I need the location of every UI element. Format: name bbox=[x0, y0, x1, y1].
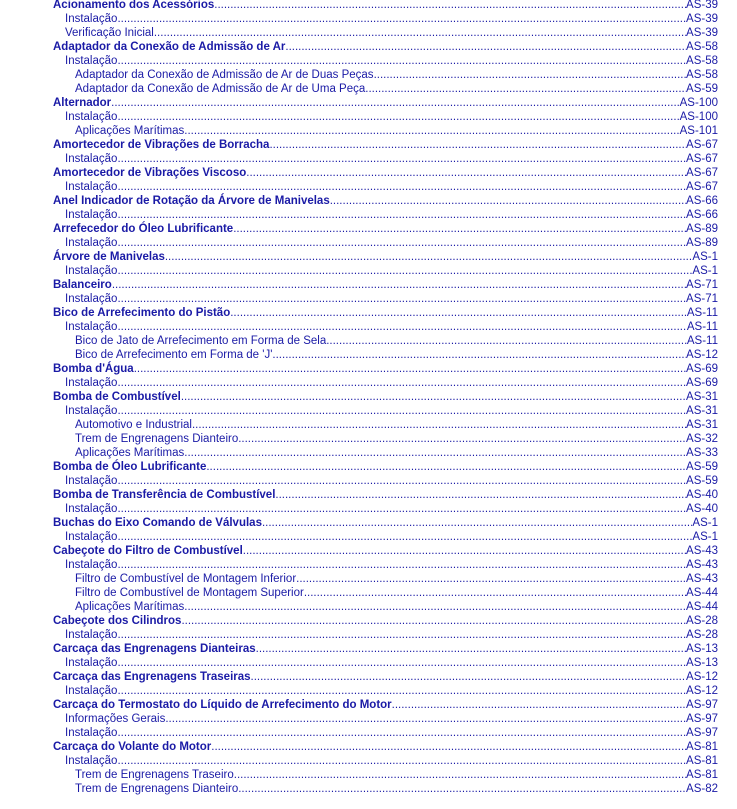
toc-entry-title: Anel Indicador de Rotação da Árvore de Manivelas bbox=[53, 195, 330, 207]
toc-entry-title: Bomba de Óleo Lubrificante bbox=[53, 461, 207, 473]
toc-section-link[interactable] bbox=[0, 138, 737, 152]
toc-section-link[interactable] bbox=[0, 40, 737, 54]
toc-subsection-link[interactable] bbox=[0, 292, 737, 306]
toc-subsection-link[interactable] bbox=[0, 726, 737, 740]
toc-page-number: AS-43 bbox=[686, 559, 718, 571]
dot-leader bbox=[330, 194, 686, 208]
toc-section-link[interactable] bbox=[0, 278, 737, 292]
toc-page-number: AS-1 bbox=[692, 265, 718, 277]
toc-page-number: AS-40 bbox=[686, 489, 718, 501]
toc-page-number: AS-89 bbox=[686, 223, 718, 235]
toc-entry-title: Trem de Engrenagens Traseiro bbox=[75, 769, 234, 781]
toc-entry-title: Instalação bbox=[65, 153, 118, 165]
toc-section-link[interactable] bbox=[0, 166, 737, 180]
toc-page-number: AS-66 bbox=[686, 209, 718, 221]
toc-subsection-link[interactable] bbox=[0, 558, 737, 572]
toc-page-number: AS-67 bbox=[686, 167, 718, 179]
dot-leader bbox=[184, 124, 679, 138]
dot-leader bbox=[230, 306, 687, 320]
toc-entry-title: Trem de Engrenagens Dianteiro bbox=[75, 783, 239, 795]
toc-page-number: AS-100 bbox=[679, 111, 718, 123]
toc-page-number: AS-28 bbox=[686, 629, 718, 641]
toc-page-number: AS-81 bbox=[686, 755, 718, 767]
toc-entry-title: Trem de Engrenagens Dianteiro bbox=[75, 433, 239, 445]
toc-section-link[interactable] bbox=[0, 516, 737, 530]
toc-subsubsection-link[interactable] bbox=[0, 782, 737, 796]
dot-leader bbox=[211, 740, 686, 754]
toc-page-number: AS-43 bbox=[686, 573, 718, 585]
dot-leader bbox=[285, 40, 686, 54]
toc-subsubsection-link[interactable] bbox=[0, 432, 737, 446]
dot-leader bbox=[117, 320, 686, 334]
toc-entry-title: Árvore de Manivelas bbox=[53, 251, 165, 263]
toc-subsection-link[interactable] bbox=[0, 26, 737, 40]
toc-section-link[interactable] bbox=[0, 362, 737, 376]
dot-leader bbox=[269, 138, 686, 152]
toc-entry-title: Instalação bbox=[65, 755, 118, 767]
toc-page-number: AS-13 bbox=[686, 643, 718, 655]
dot-leader bbox=[117, 684, 686, 698]
dot-leader bbox=[262, 516, 692, 530]
toc-page-number: AS-97 bbox=[686, 727, 718, 739]
toc-entry-title: Adaptador da Conexão de Admissão de Ar de Duas Peças bbox=[75, 69, 374, 81]
toc-page-number: AS-1 bbox=[692, 251, 718, 263]
toc-section-link[interactable] bbox=[0, 222, 737, 236]
dot-leader bbox=[238, 432, 686, 446]
dot-leader bbox=[243, 544, 686, 558]
toc-entry-title: Bomba de Combustível bbox=[53, 391, 181, 403]
toc-entry-title: Instalação bbox=[65, 55, 118, 67]
dot-leader bbox=[392, 698, 686, 712]
toc-entry-title: Cabeçote do Filtro de Combustível bbox=[53, 545, 243, 557]
toc-entry-title: Bomba d'Água bbox=[53, 363, 134, 375]
toc-subsection-link[interactable] bbox=[0, 12, 737, 26]
toc-page-number: AS-31 bbox=[686, 391, 718, 403]
toc-section-link[interactable] bbox=[0, 194, 737, 208]
toc-entry-title: Cabeçote dos Cilindros bbox=[53, 615, 182, 627]
toc-page-number: AS-28 bbox=[686, 615, 718, 627]
toc-page-number: AS-12 bbox=[686, 349, 718, 361]
toc-page-number: AS-81 bbox=[686, 769, 718, 781]
toc-entry-title: Alternador bbox=[53, 97, 112, 109]
toc-section-link[interactable] bbox=[0, 306, 737, 320]
dot-leader bbox=[214, 0, 686, 12]
toc-page-number: AS-12 bbox=[686, 685, 718, 697]
toc-entry-title: Instalação bbox=[65, 629, 118, 641]
dot-leader bbox=[117, 530, 692, 544]
dot-leader bbox=[117, 264, 692, 278]
toc-entry-title: Verificação Inicial bbox=[65, 27, 154, 39]
toc-page-number: AS-11 bbox=[686, 321, 718, 333]
toc-subsubsection-link[interactable] bbox=[0, 600, 737, 614]
toc-subsection-link[interactable] bbox=[0, 236, 737, 250]
toc-entry-title: Carcaça do Volante do Motor bbox=[53, 741, 212, 753]
toc-entry-title: Bico de Jato de Arrefecimento em Forma de Sela bbox=[75, 335, 327, 347]
dot-leader bbox=[184, 600, 686, 614]
toc-entry-title: Filtro de Combustível de Montagem Superior bbox=[75, 587, 304, 599]
toc-page-number: AS-59 bbox=[686, 461, 718, 473]
toc-subsubsection-link[interactable] bbox=[0, 348, 737, 362]
toc-subsection-link[interactable] bbox=[0, 110, 737, 124]
dot-leader bbox=[256, 642, 686, 656]
toc-entry-title: Instalação bbox=[65, 13, 118, 25]
dot-leader bbox=[117, 208, 686, 222]
dot-leader bbox=[234, 768, 686, 782]
toc-page-number: AS-58 bbox=[686, 69, 718, 81]
toc-entry-title: Adaptador da Conexão de Admissão de Ar bbox=[53, 41, 286, 53]
toc-page-number: AS-100 bbox=[679, 97, 718, 109]
toc-entry-title: Carcaça do Termostato do Líquido de Arrefecimento do Motor bbox=[53, 699, 392, 711]
toc-entry-title: Arrefecedor do Óleo Lubrificante bbox=[53, 223, 234, 235]
dot-leader bbox=[117, 12, 686, 26]
toc-page-number: AS-44 bbox=[686, 601, 718, 613]
toc-subsubsection-link[interactable] bbox=[0, 586, 737, 600]
toc-subsubsection-link[interactable] bbox=[0, 418, 737, 432]
dot-leader bbox=[112, 278, 686, 292]
toc-subsection-link[interactable] bbox=[0, 54, 737, 68]
toc-page-number: AS-32 bbox=[686, 433, 718, 445]
dot-leader bbox=[117, 54, 686, 68]
toc-section-link[interactable] bbox=[0, 614, 737, 628]
dot-leader bbox=[238, 782, 686, 796]
toc-page-number: AS-31 bbox=[686, 419, 718, 431]
dot-leader bbox=[272, 348, 686, 362]
toc-section-link[interactable] bbox=[0, 670, 737, 684]
toc-entry-title: Instalação bbox=[65, 181, 118, 193]
toc-section-link[interactable] bbox=[0, 642, 737, 656]
dot-leader bbox=[117, 628, 686, 642]
toc-page-number: AS-13 bbox=[686, 657, 718, 669]
dot-leader bbox=[117, 726, 686, 740]
toc-entry-title: Carcaça das Engrenagens Dianteiras bbox=[53, 643, 256, 655]
toc-entry-title: Instalação bbox=[65, 657, 118, 669]
toc-subsection-link[interactable] bbox=[0, 320, 737, 334]
dot-leader bbox=[165, 250, 693, 264]
dot-leader bbox=[117, 152, 686, 166]
toc-entry-title: Bico de Arrefecimento do Pistão bbox=[53, 307, 231, 319]
dot-leader bbox=[296, 572, 686, 586]
dot-leader bbox=[181, 390, 686, 404]
toc-entry-title: Aplicações Marítimas bbox=[75, 601, 185, 613]
toc-entry-title: Adaptador da Conexão de Admissão de Ar de Uma Peça bbox=[75, 83, 366, 95]
toc-entry-title: Instalação bbox=[65, 727, 118, 739]
toc-page-number: AS-81 bbox=[686, 741, 718, 753]
toc-page-number: AS-101 bbox=[679, 125, 718, 137]
toc-subsubsection-link[interactable] bbox=[0, 572, 737, 586]
toc-entry-title: Instalação bbox=[65, 475, 118, 487]
dot-leader bbox=[374, 68, 686, 82]
toc-entry-title: Acionamento dos Acessórios bbox=[53, 0, 215, 11]
dot-leader bbox=[117, 558, 686, 572]
dot-leader bbox=[117, 292, 686, 306]
toc-entry-title: Amortecedor de Vibrações de Borracha bbox=[53, 139, 270, 151]
toc-page-number: AS-97 bbox=[686, 699, 718, 711]
toc-page-number: AS-82 bbox=[686, 783, 718, 795]
toc-page-number: AS-67 bbox=[686, 153, 718, 165]
toc-entry-title: Instalação bbox=[65, 531, 118, 543]
dot-leader bbox=[251, 670, 687, 684]
toc-entry-title: Filtro de Combustível de Montagem Inferior bbox=[75, 573, 297, 585]
toc-section-link[interactable] bbox=[0, 544, 737, 558]
toc-subsection-link[interactable] bbox=[0, 754, 737, 768]
toc-page-number: AS-33 bbox=[686, 447, 718, 459]
toc-entry-title: Automotivo e Industrial bbox=[75, 419, 192, 431]
toc-subsection-link[interactable] bbox=[0, 502, 737, 516]
toc-entry-title: Instalação bbox=[65, 685, 118, 697]
dot-leader bbox=[111, 96, 679, 110]
toc-page-number: AS-69 bbox=[686, 363, 718, 375]
toc-subsection-link[interactable] bbox=[0, 474, 737, 488]
toc-page-number: AS-44 bbox=[686, 587, 718, 599]
toc-page-number: AS-58 bbox=[686, 55, 718, 67]
toc-page-number: AS-39 bbox=[686, 0, 718, 11]
toc-entry-title: Instalação bbox=[65, 111, 118, 123]
dot-leader bbox=[165, 712, 686, 726]
toc-page-number: AS-59 bbox=[686, 83, 718, 95]
toc-subsubsection-link[interactable] bbox=[0, 124, 737, 138]
toc-page-number: AS-67 bbox=[686, 139, 718, 151]
toc-section-link[interactable] bbox=[0, 740, 737, 754]
dot-leader bbox=[117, 404, 686, 418]
toc-section-link[interactable] bbox=[0, 488, 737, 502]
dot-leader bbox=[117, 502, 686, 516]
toc-entry-title: Instalação bbox=[65, 209, 118, 221]
toc-subsection-link[interactable] bbox=[0, 628, 737, 642]
toc-subsection-link[interactable] bbox=[0, 404, 737, 418]
toc-subsection-link[interactable] bbox=[0, 208, 737, 222]
dot-leader bbox=[134, 362, 686, 376]
toc-entry-title: Instalação bbox=[65, 405, 118, 417]
toc-subsection-link[interactable] bbox=[0, 712, 737, 726]
dot-leader bbox=[206, 460, 686, 474]
toc-entry-title: Instalação bbox=[65, 265, 118, 277]
toc-page-number: AS-31 bbox=[686, 405, 718, 417]
toc-subsubsection-link[interactable] bbox=[0, 82, 737, 96]
toc-page-number: AS-40 bbox=[686, 503, 718, 515]
toc-entry-title: Instalação bbox=[65, 237, 118, 249]
toc-subsection-link[interactable] bbox=[0, 152, 737, 166]
toc-page-number: AS-12 bbox=[686, 671, 718, 683]
toc-entry-title: Instalação bbox=[65, 559, 118, 571]
toc-section-link[interactable] bbox=[0, 460, 737, 474]
toc-entry-title: Instalação bbox=[65, 377, 118, 389]
toc-section-link[interactable] bbox=[0, 390, 737, 404]
toc-entry-title: Instalação bbox=[65, 293, 118, 305]
toc-page-number: AS-43 bbox=[686, 545, 718, 557]
toc-subsection-link[interactable] bbox=[0, 684, 737, 698]
toc-section-link[interactable] bbox=[0, 0, 737, 12]
dot-leader bbox=[117, 754, 686, 768]
toc-page-number: AS-71 bbox=[686, 293, 718, 305]
toc-entry-title: Buchas do Eixo Comando de Válvulas bbox=[53, 517, 262, 529]
toc-page-number: AS-1 bbox=[692, 517, 718, 529]
dot-leader bbox=[117, 110, 679, 124]
dot-leader bbox=[117, 474, 686, 488]
toc-page-number: AS-11 bbox=[686, 307, 718, 319]
dot-leader bbox=[181, 614, 686, 628]
toc-subsubsection-link[interactable] bbox=[0, 334, 737, 348]
toc-page-number: AS-59 bbox=[686, 475, 718, 487]
toc-subsection-link[interactable] bbox=[0, 264, 737, 278]
dot-leader bbox=[154, 26, 686, 40]
toc-subsubsection-link[interactable] bbox=[0, 768, 737, 782]
toc-section-link[interactable] bbox=[0, 250, 737, 264]
toc-subsubsection-link[interactable] bbox=[0, 446, 737, 460]
toc-entry-title: Informações Gerais bbox=[65, 713, 166, 725]
toc-page-number: AS-39 bbox=[686, 13, 718, 25]
toc-entry-title: Balanceiro bbox=[53, 279, 112, 291]
toc-entry-title: Bomba de Transferência de Combustível bbox=[53, 489, 276, 501]
dot-leader bbox=[275, 488, 686, 502]
toc-page-number: AS-89 bbox=[686, 237, 718, 249]
dot-leader bbox=[233, 222, 686, 236]
toc-section-link[interactable] bbox=[0, 698, 737, 712]
toc-subsection-link[interactable] bbox=[0, 530, 737, 544]
toc-entry-title: Aplicações Marítimas bbox=[75, 447, 185, 459]
dot-leader bbox=[192, 418, 686, 432]
toc-entry-title: Amortecedor de Vibrações Viscoso bbox=[53, 167, 247, 179]
toc-subsection-link[interactable] bbox=[0, 656, 737, 670]
toc-page-number: AS-69 bbox=[686, 377, 718, 389]
dot-leader bbox=[246, 166, 686, 180]
toc-section-link[interactable] bbox=[0, 96, 737, 110]
toc-entry-title: Bico de Arrefecimento em Forma de 'J' bbox=[75, 349, 273, 361]
toc-page-number: AS-58 bbox=[686, 41, 718, 53]
dot-leader bbox=[304, 586, 686, 600]
dot-leader bbox=[326, 334, 687, 348]
toc-page-number: AS-97 bbox=[686, 713, 718, 725]
toc-subsection-link[interactable] bbox=[0, 376, 737, 390]
toc-page-number: AS-67 bbox=[686, 181, 718, 193]
toc-page-number: AS-1 bbox=[692, 531, 718, 543]
toc-entry-title: Aplicações Marítimas bbox=[75, 125, 185, 137]
toc-subsubsection-link[interactable] bbox=[0, 68, 737, 82]
dot-leader bbox=[117, 180, 686, 194]
dot-leader bbox=[365, 82, 686, 96]
toc-page-number: AS-66 bbox=[686, 195, 718, 207]
dot-leader bbox=[184, 446, 686, 460]
toc-entry-title: Instalação bbox=[65, 321, 118, 333]
toc-entry-title: Carcaça das Engrenagens Traseiras bbox=[53, 671, 251, 683]
toc-subsection-link[interactable] bbox=[0, 180, 737, 194]
toc-page-number: AS-71 bbox=[686, 279, 718, 291]
toc-entry-title: Instalação bbox=[65, 503, 118, 515]
dot-leader bbox=[117, 376, 686, 390]
dot-leader bbox=[117, 656, 686, 670]
toc-page-number: AS-11 bbox=[686, 335, 718, 347]
toc-page-number: AS-39 bbox=[686, 27, 718, 39]
dot-leader bbox=[117, 236, 686, 250]
